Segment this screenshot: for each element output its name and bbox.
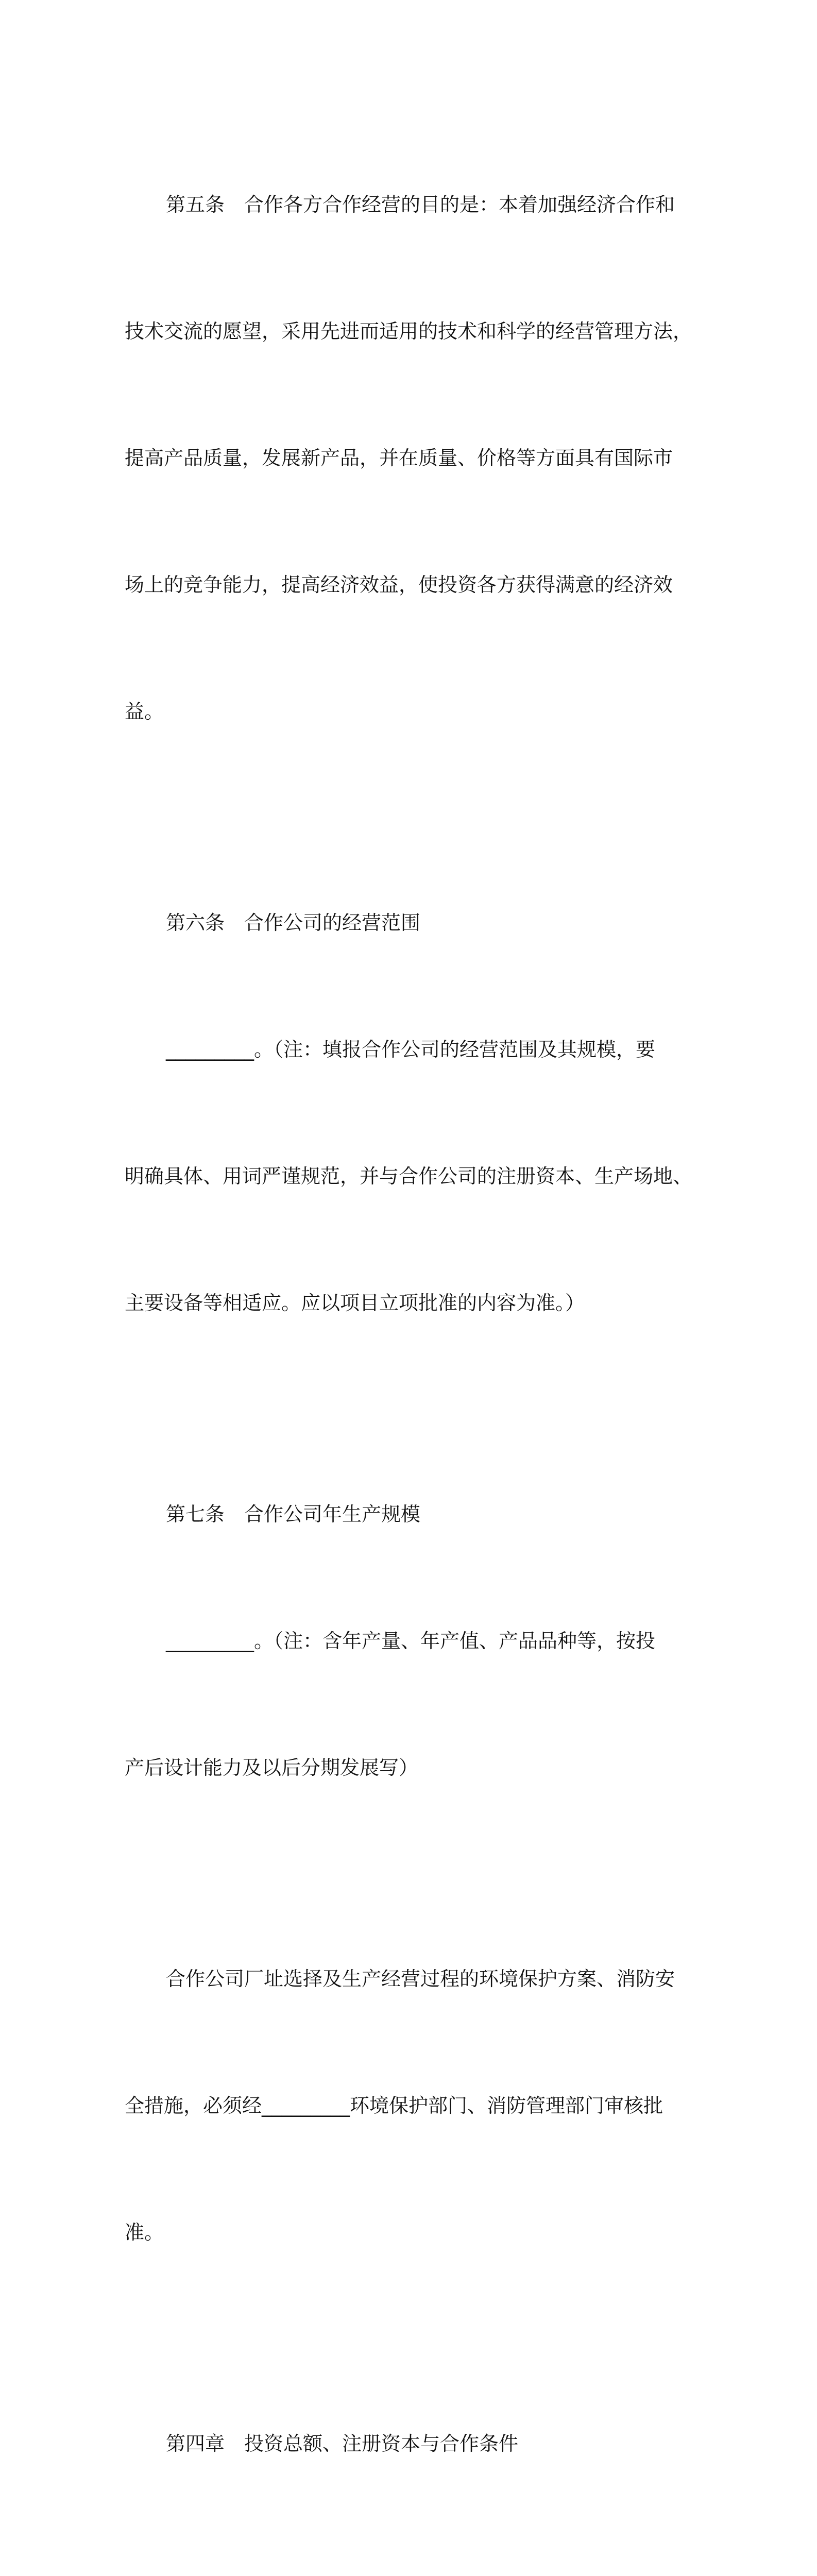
- article-6-heading: 第六条 合作公司的经营范围: [166, 911, 421, 934]
- article-5-line-4: 场上的竞争能力，提高经济效益，使投资各方获得满意的经济效: [125, 573, 673, 596]
- article-6-line-1: _________。（注：填报合作公司的经营范围及其规模，要: [166, 1038, 656, 1061]
- article-5-line-3: 提高产品质量，发展新产品，并在质量、价格等方面具有国际市: [125, 447, 673, 469]
- article-7-line-2: 产后设计能力及以后分期发展写）: [125, 1756, 419, 1779]
- article-5-line-1: 第五条 合作各方合作经营的目的是：本着加强经济合作和: [166, 193, 675, 216]
- environment-line-2: 全措施，必须经_________环境保护部门、消防管理部门审核批: [125, 2094, 663, 2117]
- environment-line-3: 准。: [125, 2221, 164, 2244]
- article-5-line-2: 技术交流的愿望，采用先进而适用的技术和科学的经营管理方法，: [125, 320, 693, 343]
- chapter-4-heading: 第四章 投资总额、注册资本与合作条件: [166, 2432, 519, 2455]
- article-7-heading: 第七条 合作公司年生产规模: [166, 1503, 421, 1526]
- article-6-line-3: 主要设备等相适应。应以项目立项批准的内容为准。）: [125, 1292, 585, 1314]
- article-5: [125, 99, 708, 817]
- article-6: [125, 817, 708, 1409]
- document-page: [125, 99, 708, 2576]
- article-7: [125, 1409, 708, 1873]
- article-8: [125, 2549, 708, 2576]
- chapter-4: [125, 2338, 708, 2549]
- environment-line-1: 合作公司厂址选择及生产经营过程的环境保护方案、消防安: [166, 1968, 675, 1990]
- environment-paragraph: [125, 1873, 708, 2338]
- article-5-line-5: 益。: [125, 700, 164, 723]
- article-7-line-1: _________。（注：含年产量、年产值、产品品种等，按投: [166, 1630, 656, 1652]
- article-6-line-2: 明确具体、用词严谨规范，并与合作公司的注册资本、生产场地、: [125, 1165, 693, 1188]
